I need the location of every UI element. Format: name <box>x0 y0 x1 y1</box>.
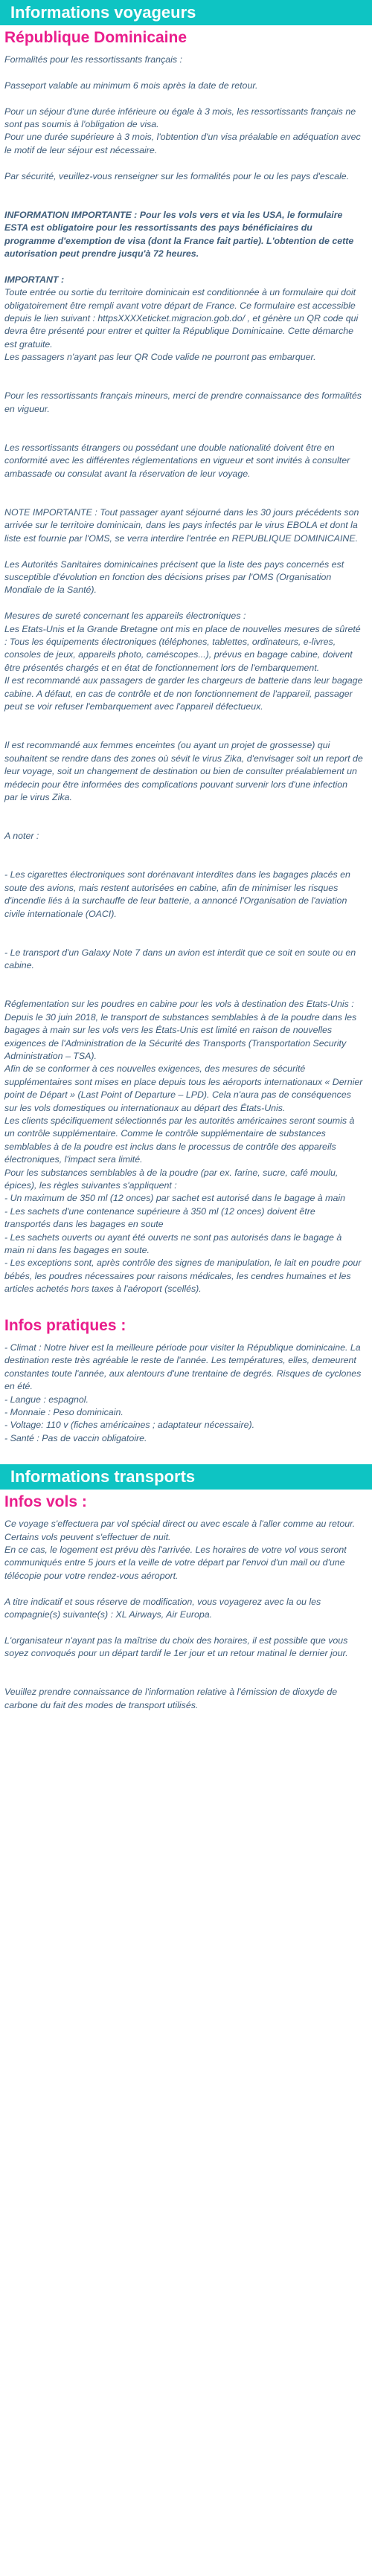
paragraph <box>4 442 363 480</box>
spacer <box>4 545 363 558</box>
paragraph-line: Les Etats-Unis et la Grande Bretagne ont mis en place de nouvelles mesures de sûreté : Tous les équipements électroniques (téléphones, tablettes, ordinateurs, e-livres, consoles de jeux, appareils photo, caméscopes...), prévus en bagage cabine, doivent être présentés chargés et en état de fonctionnement lors de l'embarquement. <box>4 623 361 673</box>
paragraph <box>4 1518 363 1582</box>
voyageurs-section <box>0 28 372 1445</box>
spacer <box>4 1712 363 1725</box>
paragraph-line: - Les exceptions sont, après contrôle des signes de manipulation, le lait en poudre pour bébés, les poudres nécessaires pour raisons médicales, les cendres humaines et les articles achetés hors taxes à l'aéroport (scellés). <box>4 1258 362 1295</box>
paragraph <box>4 80 363 92</box>
spacer <box>4 183 363 196</box>
paragraph <box>4 998 363 1295</box>
spacer <box>4 480 363 493</box>
transports-body <box>4 1518 363 1725</box>
spacer <box>4 157 363 170</box>
paragraph <box>4 506 363 545</box>
infos-pratiques-item: - Voltage: 110 v (fiches américaines ; adaptateur nécessaire). <box>4 1420 255 1431</box>
paragraph <box>4 1635 363 1661</box>
paragraph-line: A noter : <box>4 831 39 842</box>
paragraph <box>4 54 363 66</box>
paragraph <box>4 558 363 597</box>
spacer <box>4 1622 363 1635</box>
spacer <box>4 856 363 869</box>
paragraph-line: Pour les substances semblables à de la poudre (par ex. farine, sucre, café moulu, épices), les règles suivantes s'appliquent : <box>4 1167 339 1191</box>
paragraph-line: Ce voyage s'effectuera par vol spécial direct ou avec escale à l'aller comme au retour. Certains vols peuvent s'effectuer de nuit. <box>4 1519 356 1542</box>
paragraph-line: Passeport valable au minimum 6 mois après la date de retour. <box>4 80 258 91</box>
paragraph <box>4 390 363 416</box>
paragraph-line: Depuis le 30 juin 2018, le transport de substances semblables à de la poudre dans les bagages à main sur les vols vers les États-Unis est limité en raison de nouvelles exigences de l'Administration de la Sécurité des Transports (Transportation Security Administration – TSA). <box>4 1011 357 1061</box>
spacer <box>4 92 363 105</box>
paragraph-line: Il est recommandé aux passagers de garder les chargeurs de batterie dans leur bagage cabine. A défaut, en cas de contrôle et de non fonctionnement de l'appareil, passager peut se voir refuser l'embarquement avec l'appareil défectueux. <box>4 675 363 712</box>
spacer <box>4 933 363 946</box>
paragraph <box>4 947 363 973</box>
paragraph-line: Les passagers n'ayant pas leur QR Code valide ne pourront pas embarquer. <box>4 352 316 363</box>
paragraph-line: L'organisateur n'ayant pas la maîtrise du choix des horaires, il est possible que vous soyez convoqués pour un départ tardif le 1er jour et un retour matinal le dernier jour. <box>4 1635 348 1659</box>
spacer <box>4 714 363 727</box>
paragraph <box>4 739 363 804</box>
paragraph <box>4 1686 363 1712</box>
paragraph <box>4 1596 363 1622</box>
paragraph-line: - Les cigarettes électroniques sont dorénavant interdites dans les bagages placés en soute des avions, mais restent autorisées en cabine, afin de minimiser les risques d'incendie liés à la surchauffe de leur batterie, a annoncé l'Organisation de l'aviation civile internationale (OACI). <box>4 869 350 919</box>
paragraph <box>4 170 363 183</box>
spacer <box>4 1296 363 1309</box>
infos-vols-heading: Infos vols : <box>4 1493 87 1511</box>
spacer <box>4 66 363 79</box>
spacer <box>4 843 363 856</box>
paragraph-line: Les ressortissants étrangers ou possédant une double nationalité doivent être en conformité avec les différentes réglementations en vigueur et sont invités à consulter ambassade ou consulat avant la réservation de leur voyage. <box>4 442 350 479</box>
spacer <box>4 817 363 830</box>
paragraph-line: NOTE IMPORTANTE : Tout passager ayant séjourné dans les 30 jours précédents son arrivée sur le territoire dominicain, dans les pays infectés par le virus EBOLA et dont la liste est fournie par l'OMS, se verra interdire l'entrée en REPUBLIQUE DOMINICAINE. <box>4 507 359 544</box>
paragraph-line: IMPORTANT : <box>4 274 65 285</box>
paragraph <box>4 106 363 158</box>
infos-pratiques-item: - Santé : Pas de vaccin obligatoire. <box>4 1432 147 1443</box>
spacer <box>4 416 363 428</box>
infos-pratiques-heading: Infos pratiques : <box>4 1317 126 1335</box>
spacer <box>4 1582 363 1595</box>
voyageurs-banner: Informations voyageurs <box>0 0 372 25</box>
paragraph-line: - Les sachets d'une contenance supérieure à 350 ml (12 onces) doivent être transportés dans les bagages en soute <box>4 1205 315 1230</box>
paragraph-line: INFORMATION IMPORTANTE : Pour les vols vers et via les USA, le formulaire ESTA est obligatoire pour les ressortissants des pays bénéficiaires du programme d'exemption de visa (dont la France fait partie). L'obtention de cette autorisation peut prendre jusqu'à 72 heures. <box>4 209 354 260</box>
spacer <box>4 196 363 208</box>
paragraph-line: A titre indicatif et sous réserve de modification, vous voyagerez avec la ou les compagnie(s) suivante(s) : XL Airways, Air Europa. <box>4 1596 321 1620</box>
paragraph <box>4 869 363 921</box>
paragraph-line: - Un maximum de 350 ml (12 onces) par sachet est autorisé dans le bagage à main <box>4 1193 345 1204</box>
paragraph-line: Les clients spécifiquement sélectionnés par les autorités américaines seront soumis à un contrôle supplémentaire. Comme le contrôle supplémentaire de substances semblables à de la poudre est inclus dans le processus de contrôle des appareils électroniques, l'impact sera limité. <box>4 1115 355 1165</box>
paragraph-line: - Les sachets ouverts ou ayant été ouverts ne sont pas autorisés dans le bagage à main ni dans les bagages en soute. <box>4 1231 342 1255</box>
paragraph-line: Afin de se conformer à ces nouvelles exigences, des mesures de sécurité supplémentaires sont mises en place depuis tous les aéroports internationaux « Dernier point de Départ » (Last Point of Departure – LPD). Cela n'aura pas de conséquences sur les vols domestiques ou internationaux au départ des États-Unis. <box>4 1063 363 1113</box>
country-heading: République Dominicaine <box>4 29 187 46</box>
paragraph-line: Réglementation sur les poudres en cabine pour les vols à destination des Etats-Unis : <box>4 999 354 1010</box>
infos-pratiques-item: - Monnaie : Peso dominicain. <box>4 1407 124 1418</box>
paragraph-line: - Le transport d'un Galaxy Note 7 dans un avion est interdit que ce soit en soute ou en cabine. <box>4 947 356 971</box>
spacer <box>4 377 363 390</box>
infos-pratiques-item: - Climat : Notre hiver est la meilleure période pour visiter la République dominicaine. La destination reste très agréable le reste de l'année. Les températures, elles, demeurent constantes toute l'année, aux alentours d'une trentaine de degrés. Risques de cyclones en été. <box>4 1342 362 1392</box>
paragraph-line: Pour une durée supérieure à 3 mois, l'obtention d'un visa préalable en adéquation avec le motif de leur séjour est nécessaire. <box>4 132 361 155</box>
paragraph <box>4 610 363 713</box>
transports-banner: Informations transports <box>0 1464 372 1490</box>
spacer <box>4 364 363 377</box>
infos-pratiques-item: - Langue : espagnol. <box>4 1394 89 1405</box>
paragraph <box>4 209 363 261</box>
spacer <box>4 494 363 506</box>
spacer <box>4 921 363 933</box>
transports-section <box>0 1493 372 1725</box>
paragraph-line: Par sécurité, veuillez-vous renseigner sur les formalités pour le ou les pays d'escale. <box>4 170 350 181</box>
paragraph <box>4 830 363 843</box>
paragraph-line: Pour les ressortissants français mineurs, merci de prendre connaissance des formalités en vigueur. <box>4 390 362 414</box>
paragraph-line: Formalités pour les ressortissants français : <box>4 54 182 65</box>
spacer <box>4 727 363 739</box>
spacer <box>4 1673 363 1686</box>
spacer <box>4 429 363 442</box>
spacer <box>4 1661 363 1673</box>
spacer <box>4 973 363 985</box>
paragraph-line: Les Autorités Sanitaires dominicaines précisent que la liste des pays concernés est susceptible d'évolution en fonction des décisions prises par l'OMS (Organisation Mondiale de la Santé). <box>4 558 344 596</box>
voyageurs-body <box>4 54 363 1309</box>
spacer <box>4 985 363 998</box>
paragraph <box>4 274 363 364</box>
paragraph-line: Veuillez prendre connaissance de l'information relative à l'émission de dioxyde de carbone du fait des modes de transport utilisés. <box>4 1687 338 1710</box>
paragraph-line: En ce cas, le logement est prévu dès l'arrivée. Les horaires de votre vol vous seront communiqués entre 5 jours et la veille de votre départ par l'envoi d'un mail ou d'une télécopie pour votre rendez-vous aéroport. <box>4 1545 347 1581</box>
spacer <box>4 597 363 610</box>
paragraph-line: Toute entrée ou sortie du territoire dominicain est conditionnée à un formulaire qui doit obligatoirement être rempli avant votre départ de France. Ce formulaire est accessible depuis le lien suivant : httpsXXXXeticket.migracion.gob.do/ , et génère un QR code qui devra être présenté pour entrer et quitter la République Dominicaine. Cette démarche est gratuite. <box>4 287 359 350</box>
paragraph-line: Il est recommandé aux femmes enceintes (ou ayant un projet de grossesse) qui souhaitent se rendre dans des zones où sévit le virus Zika, d'envisager soit un report de leur voyage, soit un changement de destination ou bien de consulter préalablement un médecin pour être informées des complications pouvant survenir lors d'une infection par le virus Zika. <box>4 740 363 802</box>
spacer <box>4 804 363 817</box>
infos-pratiques-list <box>4 1342 363 1445</box>
paragraph-line: Pour un séjour d'une durée inférieure ou égale à 3 mois, les ressortissants français ne sont pas soumis à l'obligation de visa. <box>4 106 356 129</box>
paragraph-line: Mesures de sureté concernant les appareils électroniques : <box>4 611 246 622</box>
spacer <box>4 260 363 273</box>
